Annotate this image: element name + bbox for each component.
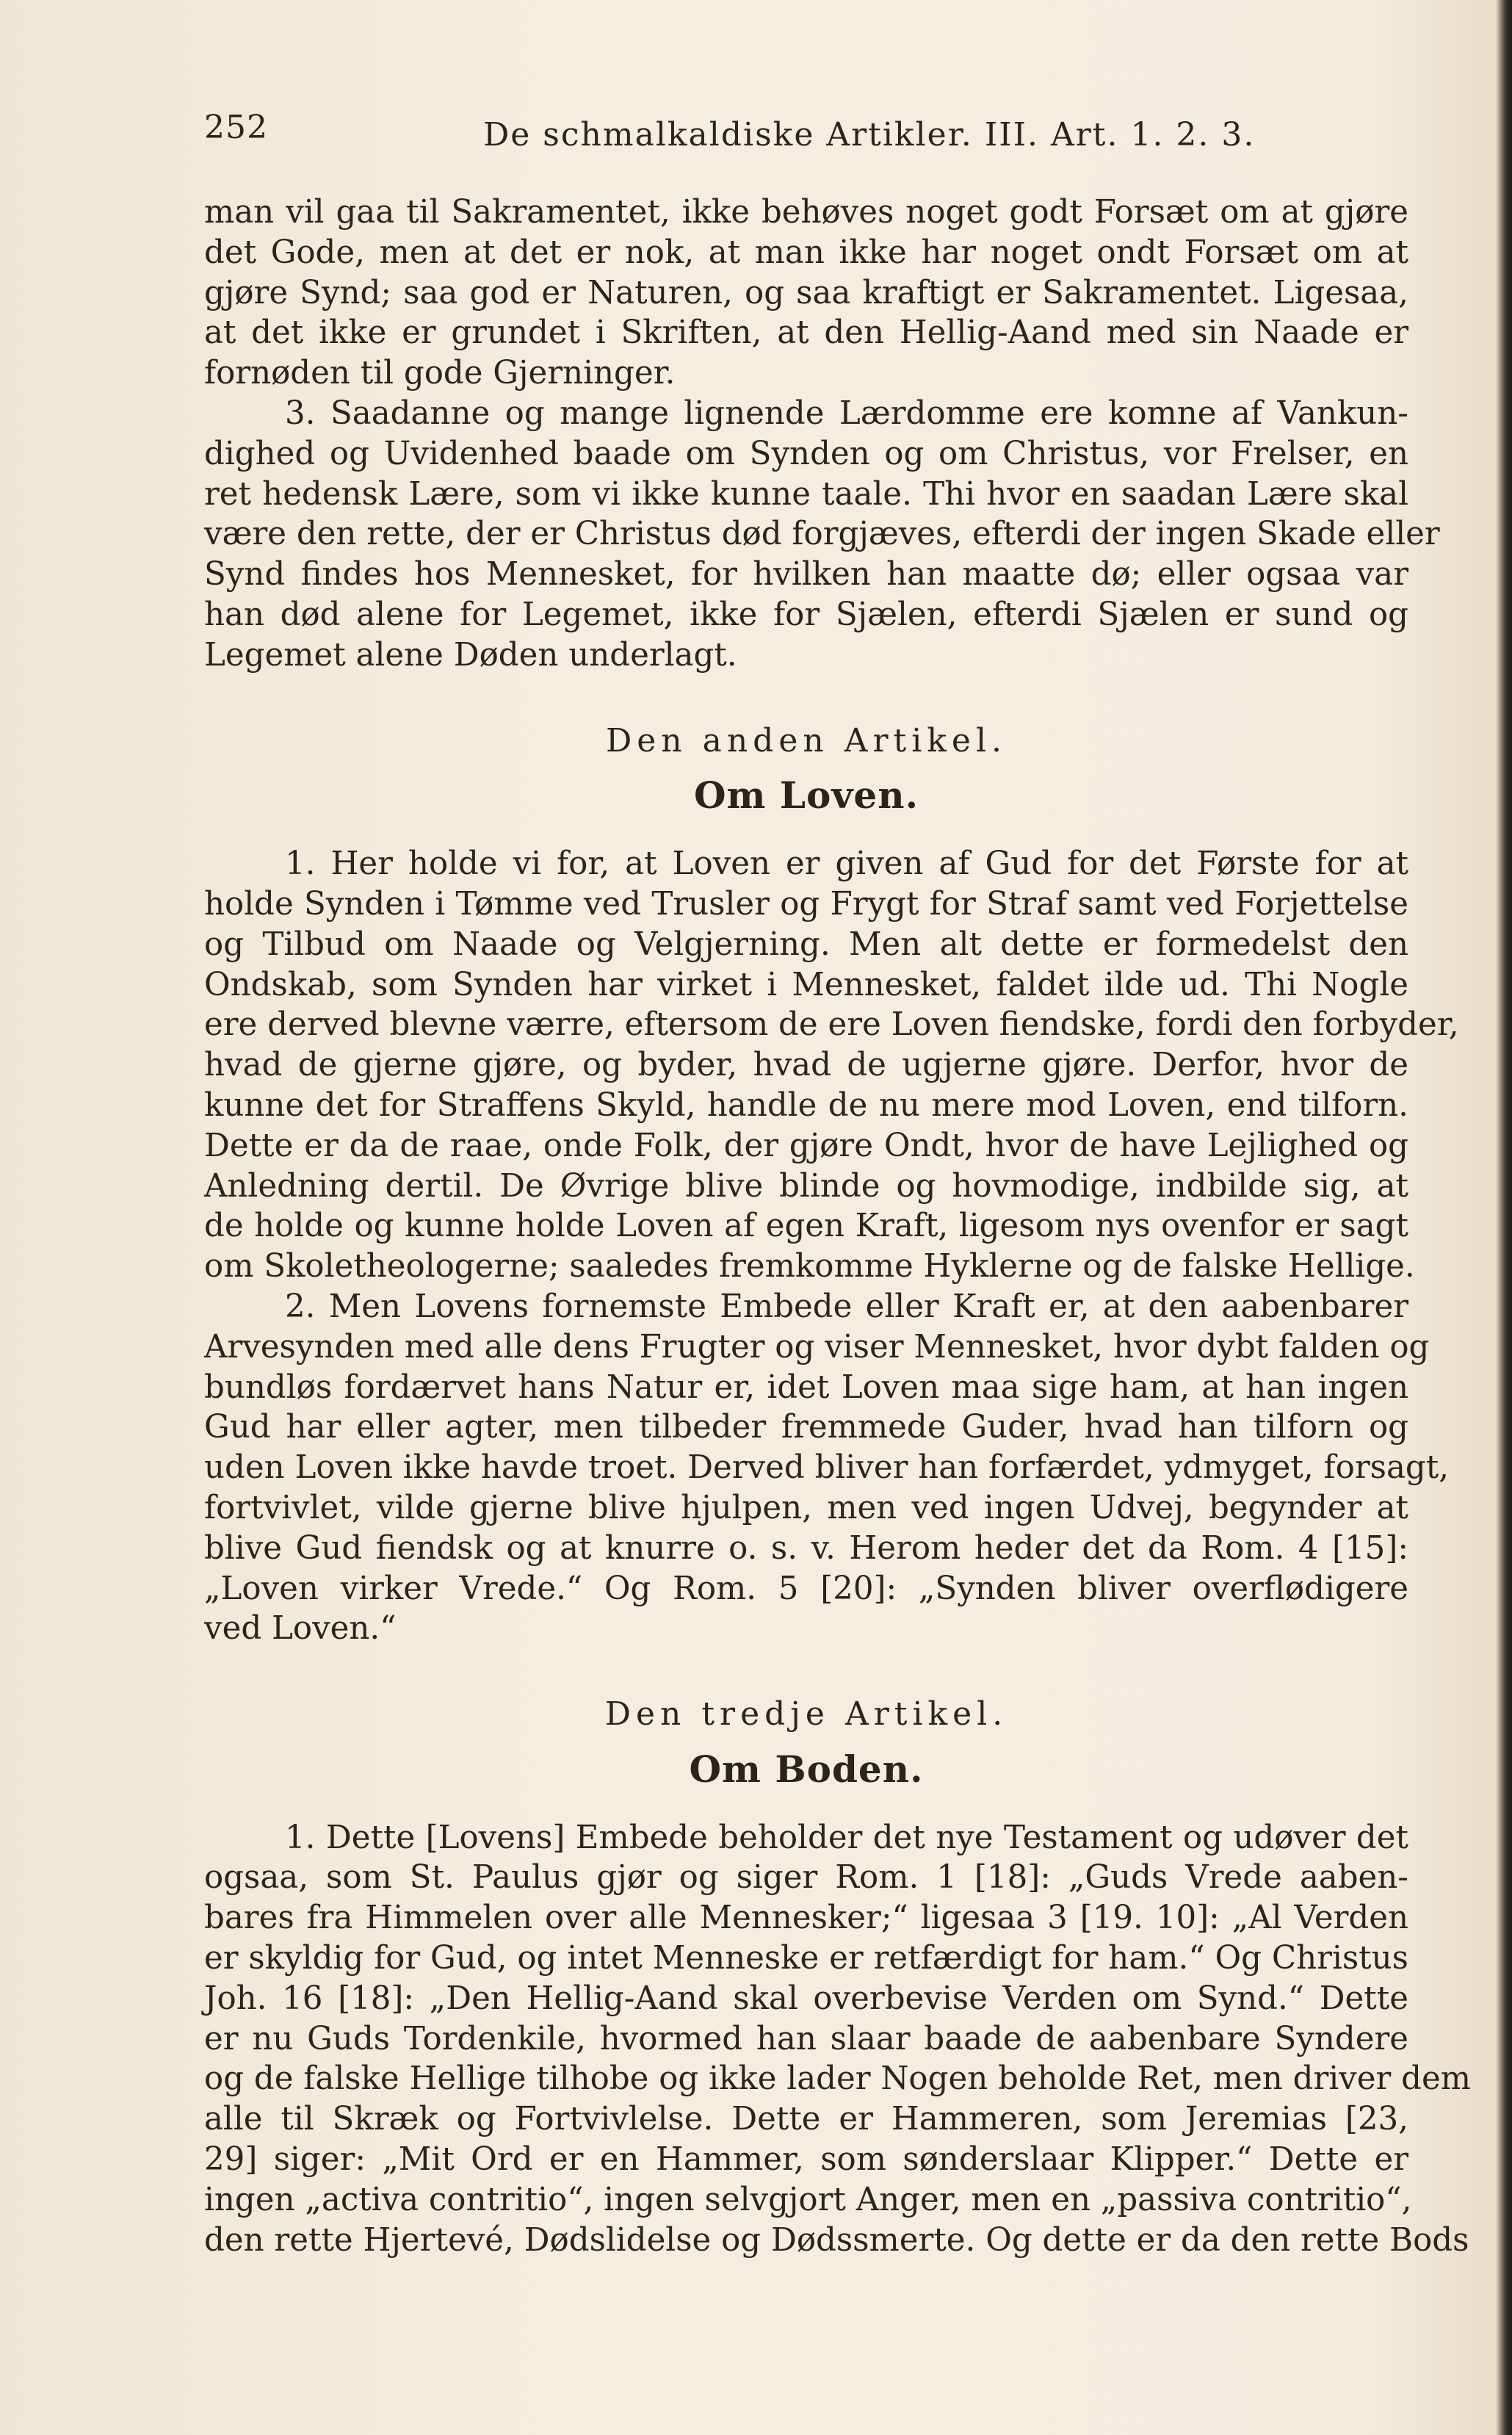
text-line: kunne det for Straffens Skyld, handle de nu mere mod Loven, end tilforn. <box>204 1086 1408 1124</box>
text-line: 1. Her holde vi for, at Loven er given af Gud for det Første for at <box>285 845 1408 883</box>
running-title: De schmalkaldiske Artikler. III. Art. 1. 2. 3. <box>483 116 1256 154</box>
text-line: gjøre Synd; saa god er Naturen, og saa kraftigt er Sakramentet. Ligesaa, <box>204 274 1408 311</box>
text-line: blive Gud fiendsk og at knurre o. s. v. Herom heder det da Rom. 4 [15]: <box>204 1529 1408 1567</box>
page-body <box>204 192 1471 2260</box>
intro-paragraph <box>204 192 1408 394</box>
text-line: ingen „activa contritio“, ingen selvgjort Anger, men en „passiva contritio“, <box>204 2181 1412 2218</box>
text-line: ret hedensk Lære, som vi ikke kunne taale. Thi hvor en saadan Lære skal <box>204 475 1408 513</box>
text-line: bares fra Himmelen over alle Mennesker;“ ligesaa 3 [19. 10]: „Al Verden <box>204 1900 1408 1937</box>
point-3-paragraph <box>204 394 1440 676</box>
text-line: og Tilbud om Naade og Velgjerning. Men alt dette er formedelst den <box>204 926 1408 963</box>
page-edge-shadow <box>1496 0 1512 2435</box>
text-line: hvad de gjerne gjøre, og byder, hvad de ugjerne gjøre. Derfor, hvor de <box>204 1047 1408 1084</box>
text-line: 1. Dette [Lovens] Embede beholder det nye Testament og udøver det <box>285 1819 1408 1856</box>
text-line: ved Loven.“ <box>204 1610 397 1648</box>
article-2-paragraph-2 <box>204 1287 1450 1649</box>
text-line: Ondskab, som Synden har virket i Mennesket, faldet ilde ud. Thi Nogle <box>204 966 1408 1003</box>
text-line: man vil gaa til Sakramentet, ikke behøves noget godt Forsæt om at gjøre <box>204 194 1408 231</box>
text-line: og de falske Hellige tilhobe og ikke lader Nogen beholde Ret, men driver dem <box>204 2060 1471 2098</box>
article-2-paragraph-1 <box>204 844 1459 1287</box>
text-line: den rette Hjertevé, Dødslidelse og Dødssmerte. Og dette er da den rette Bods <box>204 2221 1469 2259</box>
text-line: holde Synden i Tømme ved Trusler og Frygt for Straf samt ved Forjettelse <box>204 885 1408 923</box>
article-3-title: Om Boden. <box>689 1747 924 1791</box>
text-line: 29] siger: „Mit Ord er en Hammer, som sønderslaar Klipper.“ Dette er <box>204 2141 1408 2179</box>
text-line: at det ikke er grundet i Skriften, at den Hellig-Aand med sin Naade er <box>204 314 1408 352</box>
text-line: om Skoletheologerne; saaledes fremkomme Hyklerne og de falske Hellige. <box>204 1248 1415 1285</box>
text-line: uden Loven ikke havde troet. Derved bliver han forfærdet, ydmyget, forsagt, <box>204 1449 1450 1487</box>
article-2-label: Den anden Artikel. <box>605 721 1008 760</box>
text-line: bundløs fordærvet hans Natur er, idet Loven maa sige ham, at han ingen <box>204 1368 1408 1406</box>
text-line: ogsaa, som St. Paulus gjør og siger Rom. 1 [18]: „Guds Vrede aaben- <box>204 1859 1408 1897</box>
running-header <box>204 109 1408 160</box>
article-3-paragraph-1 <box>204 1818 1471 2261</box>
text-line: være den rette, der er Christus død forgjæves, efterdi der ingen Skade eller <box>204 516 1440 553</box>
text-line: Synd findes hos Mennesket, for hvilken han maatte dø; eller ogsaa var <box>204 556 1408 594</box>
text-line: 2. Men Lovens fornemste Embede eller Kraft er, at den aabenbarer <box>285 1288 1408 1325</box>
text-line: fortvivlet, vilde gjerne blive hjulpen, men ved ingen Udvej, begynder at <box>204 1489 1408 1526</box>
text-line: Anledning dertil. De Øvrige blive blinde og hovmodige, indbilde sig, at <box>204 1167 1408 1205</box>
text-line: er nu Guds Tordenkile, hvormed han slaar baade de aabenbare Syndere <box>204 2020 1408 2057</box>
text-line: dighed og Uvidenhed baade om Synden og om Christus, vor Frelser, en <box>204 435 1408 472</box>
text-line: han død alene for Legemet, ikke for Sjælen, efterdi Sjælen er sund og <box>204 596 1408 633</box>
text-line: det Gode, men at det er nok, at man ikke har noget ondt Forsæt om at <box>204 234 1408 271</box>
text-line: er skyldig for Gud, og intet Menneske er retfærdigt for ham.“ Og Christus <box>204 1940 1408 1977</box>
text-line: fornøden til gode Gjerninger. <box>204 355 676 392</box>
text-line: Legemet alene Døden underlagt. <box>204 636 737 674</box>
text-line: Dette er da de raae, onde Folk, der gjøre Ondt, hvor de have Lejlighed og <box>204 1127 1408 1164</box>
text-line: de holde og kunne holde Loven af egen Kraft, ligesom nys ovenfor er sagt <box>204 1208 1408 1245</box>
text-line: 3. Saadanne og mange lignende Lærdomme ere komne af Vankun- <box>285 394 1408 432</box>
text-line: „Loven virker Vrede.“ Og Rom. 5 [20]: „Synden bliver overflødigere <box>204 1570 1408 1607</box>
text-line: Arvesynden med alle dens Frugter og viser Mennesket, hvor dybt falden og <box>204 1328 1430 1366</box>
article-3-label: Den tredje Artikel. <box>604 1695 1008 1734</box>
text-line: Gud har eller agter, men tilbeder fremmede Guder, hvad han tilforn og <box>204 1409 1408 1446</box>
text-line: ere derved blevne værre, eftersom de ere Loven fiendske, fordi den forbyder, <box>204 1006 1459 1044</box>
text-line: Joh. 16 [18]: „Den Hellig-Aand skal overbevise Verden om Synd.“ Dette <box>204 1980 1408 2017</box>
article-2-title: Om Loven. <box>694 773 919 818</box>
text-line: alle til Skræk og Fortvivlelse. Dette er Hammeren, som Jeremias [23, <box>204 2101 1408 2138</box>
page-number: 252 <box>204 109 268 146</box>
